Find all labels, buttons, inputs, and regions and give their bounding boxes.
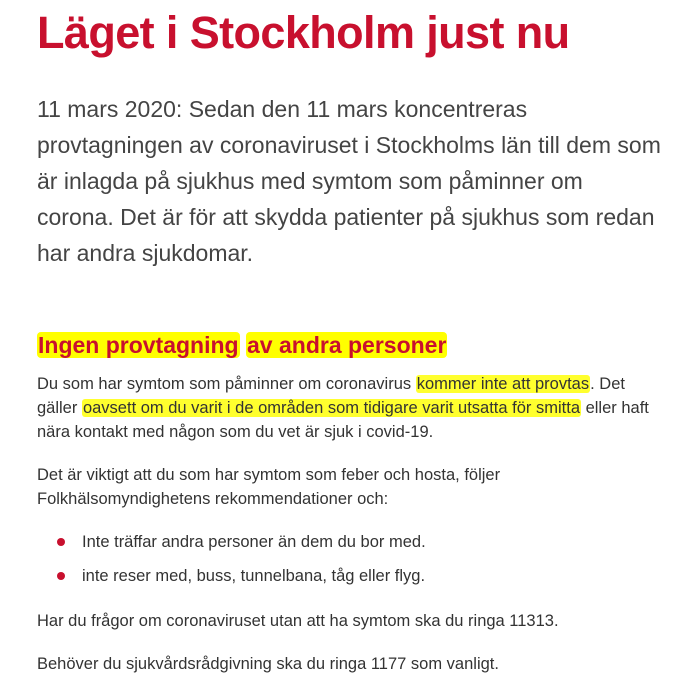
heading-highlight-2: av andra personer xyxy=(247,332,447,358)
paragraph-questions: Har du frågor om coronaviruset utan att ha symtom ska du ringa 11313. xyxy=(37,612,559,630)
highlight-not-tested: kommer inte att provtas xyxy=(416,375,590,393)
p1-text-a: Du som har symtom som påminner om coronavirus xyxy=(37,375,416,393)
recommendation-list xyxy=(37,530,662,598)
bullet-dot-icon xyxy=(57,538,65,546)
paragraph-recommendations: Det är viktigt att du som har symtom som feber och hosta, följer Folkhälsomyndighetens rekommendationer och: xyxy=(37,466,501,508)
p1-text-e: eller haft nära kontakt med någon som du vet är sjuk i covid-19. xyxy=(37,399,649,441)
p1-text-c: . Det gäller xyxy=(37,375,625,417)
highlight-regardless: oavsett om du varit i de områden som tidigare varit utsatta för smitta xyxy=(82,399,580,417)
lead-paragraph: 11 mars 2020: Sedan den 11 mars koncentreras provtagningen av coronaviruset i Stockholms län till dem som är inlagda på sjukhus med symtom som påminner om corona. Det är för att skydda patienter på sjukhus som redan har andra sjukdomar. xyxy=(37,96,661,266)
heading-highlight-1: Ingen provtagning xyxy=(38,332,239,358)
list-item-text: inte reser med, buss, tunnelbana, tåg eller flyg. xyxy=(82,567,426,585)
page-title: Läget i Stockholm just nu xyxy=(37,7,570,58)
list-item xyxy=(37,564,662,588)
paragraph-testing xyxy=(37,372,662,444)
paragraph-advice: Behöver du sjukvårdsrådgivning ska du ringa 1177 som vanligt. xyxy=(37,655,499,673)
section-heading xyxy=(37,330,447,360)
list-item-text: Inte träffar andra personer än dem du bor med. xyxy=(82,533,426,551)
list-item xyxy=(37,530,662,554)
bullet-dot-icon xyxy=(57,572,65,580)
